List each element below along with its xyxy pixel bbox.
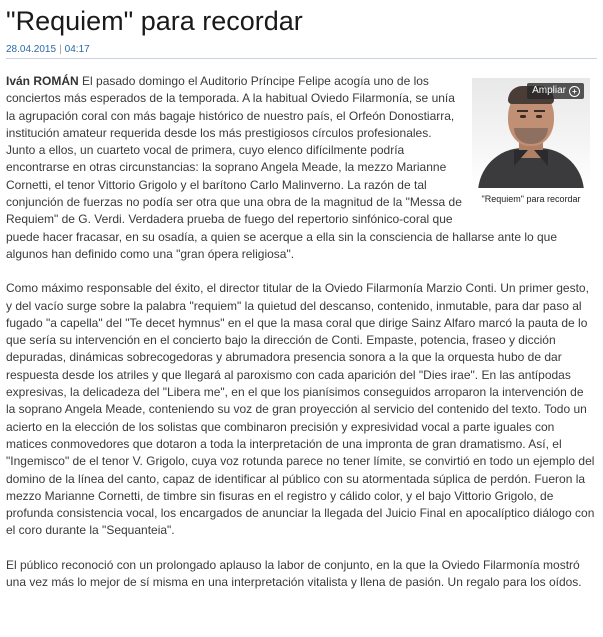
article-meta bbox=[6, 44, 90, 55]
paragraph-2: Como máximo responsable del éxito, el director titular de la Oviedo Filarmonía Marzio Conti. Un primer gesto, y del vacío surge sobre la palabra "requiem" la quietud del descanso, contenido, inmutable, para dar paso al fugado "a capella" del "Te decet hymnus" en el que la masa coral que dirige Sainz Alfaro marcó la pauta de lo que sería su intervención en el concierto bajo la dirección de Conti. Empaste, potencia, fraseo y dicción depuradas, dinámicas sobrecogedoras y abrumadora presencia sonora a la que la orquesta hubo de dar respuesta desde los atriles y que llegará al paroxismo con cada aparición del "Dies irae". En las antípodas expresivas, la delicadeza del "Libera me", en el que los pianísimos conseguidos arroparon la intervención de la soprano Angela Meade, conteniendo su voz de gran proyección al servicio del contenido del texto. Todo un acierto en la elección de los solistas que combinaron precisión y expresividad vocal a parte iguales con matices conmovedores que dotaron a toda la interpretación de una impronta de gran dramatismo. Así, el "Ingemisco" de el tenor V. Grigolo, cuya voz rotunda parece no tener límite, se convirtió en todo un ejemplo del domino de la línea del canto, capaz de identificar al público con su atormentada súplica de perdón. Fueron la mezzo Marianne Cornetti, de timbre sin fisuras en el registro y cálido color, y el bajo Vittorio Grigolo, de profunda consistencia vocal, los encargados de anunciar la llegada del Juicio Final en apocalíptico diálogo con el coro durante la "Sequanteia". bbox=[6, 281, 595, 538]
enlarge-button[interactable] bbox=[527, 83, 584, 99]
author-name: Iván ROMÁN bbox=[6, 74, 79, 88]
article-time: 04:17 bbox=[64, 44, 90, 55]
paragraph-3: El público reconoció con un prolongado aplauso la labor de conjunto, en la que la Oviedo Filarmonía mostró una vez más lo mejor de sí misma en una interpretación vitalista y llena de pasión. Un regalo para los oídos. bbox=[6, 557, 582, 590]
author-photo[interactable] bbox=[472, 78, 590, 188]
paragraph-1-text: El pasado domingo el Auditorio Príncipe Felipe acogía uno de los conciertos más esperados de la temporada. A la habitual Oviedo Filarmonía, se unía la agrupación coral con más bagaje histórico de nuestro país, el Orfeón Donostiarra, institución amateur requerida desde los más prestigiosos círculos profesionales. Junto a ellos, un cuarteto vocal de primera, cuyo elenco difícilmente podría encontrarse en otras circunstancias: la soprano Angela Meade, la mezzo Marianne Cornetti, el tenor Vittorio Grigolo y el barítono Carlo Malinverno. La razón de tal conjunción de fuerzas no podía ser otra que una obra de la magnitud de la "Messa de Requiem" de G. Verdi. Verdadera prueba de fuego del repertorio sinfónico-coral que puede hacer fracasar, en su osadía, a quien se acerque a ella sin la consciencia de hallarse ante lo que algunos han definido como una "gran ópera religiosa". bbox=[6, 74, 558, 261]
article-figure bbox=[472, 78, 590, 208]
article-body bbox=[6, 73, 596, 608]
article-date: 28.04.2015 bbox=[6, 44, 57, 55]
photo-caption: "Requiem" para recordar bbox=[481, 194, 581, 204]
header-divider bbox=[6, 58, 597, 59]
zoom-in-icon: + bbox=[569, 86, 580, 97]
meta-separator: | bbox=[59, 44, 62, 55]
article-title: "Requiem" para recordar bbox=[6, 6, 303, 36]
enlarge-label: Ampliar bbox=[532, 85, 566, 96]
